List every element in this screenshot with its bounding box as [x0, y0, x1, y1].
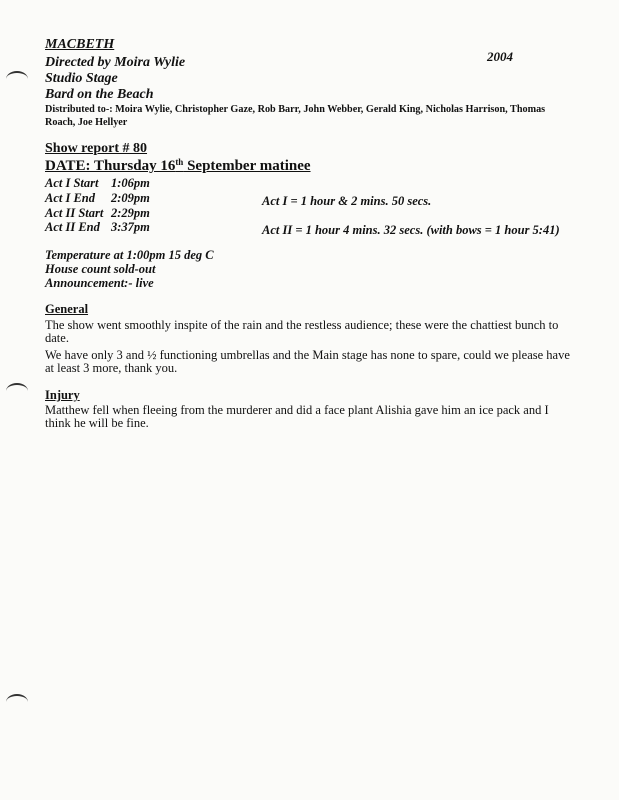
- act2-start-value: 2:29pm: [111, 206, 150, 220]
- performance-date: [45, 157, 311, 175]
- act1-start-value: 1:06pm: [111, 176, 150, 190]
- act2-duration: Act II = 1 hour 4 mins. 32 secs. (with bows = 1 hour 5:41): [262, 223, 560, 237]
- act1-start-label: Act I Start: [45, 176, 99, 190]
- general-text-line-2: date.: [45, 331, 69, 345]
- house-count-note: House count sold-out: [45, 262, 156, 276]
- announcement-note: Announcement:- live: [45, 276, 154, 290]
- distribution-list-line-2: Roach, Joe Hellyer: [45, 117, 128, 128]
- play-title: MACBETH: [45, 37, 115, 52]
- show-report-number: Show report # 80: [45, 141, 148, 156]
- report-year: 2004: [487, 49, 513, 64]
- act2-end-value: 3:37pm: [111, 220, 150, 234]
- act1-end-value: 2:09pm: [111, 191, 150, 205]
- distribution-list-line-1: Distributed to-: Moira Wylie, Christopher Gaze, Rob Barr, John Webber, Gerald King, Nicholas Harrison, Thomas: [45, 104, 546, 115]
- injury-text-line-1: Matthew fell when fleeing from the murderer and did a face plant Alishia gave him an ice pack and I: [45, 403, 549, 417]
- temperature-note: Temperature at 1:00pm 15 deg C: [45, 248, 214, 262]
- act1-end-label: Act I End: [45, 191, 96, 205]
- binder-hole-mark: [6, 694, 28, 710]
- general-text-line-3: We have only 3 and ½ functioning umbrellas and the Main stage has none to spare, could we please have: [45, 348, 570, 362]
- date-suffix: September matinee: [183, 158, 311, 174]
- general-heading: General: [45, 302, 89, 316]
- injury-heading: Injury: [45, 388, 80, 402]
- binder-hole-mark: [6, 383, 28, 399]
- director-line: Directed by Moira Wylie: [45, 55, 186, 70]
- act2-start-label: Act II Start: [45, 206, 104, 220]
- date-ordinal: th: [175, 157, 184, 167]
- act2-end-label: Act II End: [45, 220, 100, 234]
- binder-hole-mark: [6, 71, 28, 87]
- act1-duration: Act I = 1 hour & 2 mins. 50 secs.: [262, 194, 432, 208]
- stage-name: Studio Stage: [45, 71, 118, 86]
- injury-text-line-2: think he will be fine.: [45, 416, 149, 430]
- general-text-line-4: at least 3 more, thank you.: [45, 361, 178, 375]
- festival-name: Bard on the Beach: [45, 87, 154, 102]
- date-prefix: DATE: Thursday 16: [45, 158, 176, 174]
- general-text-line-1: The show went smoothly inspite of the rain and the restless audience; these were the chattiest bunch to: [45, 318, 559, 332]
